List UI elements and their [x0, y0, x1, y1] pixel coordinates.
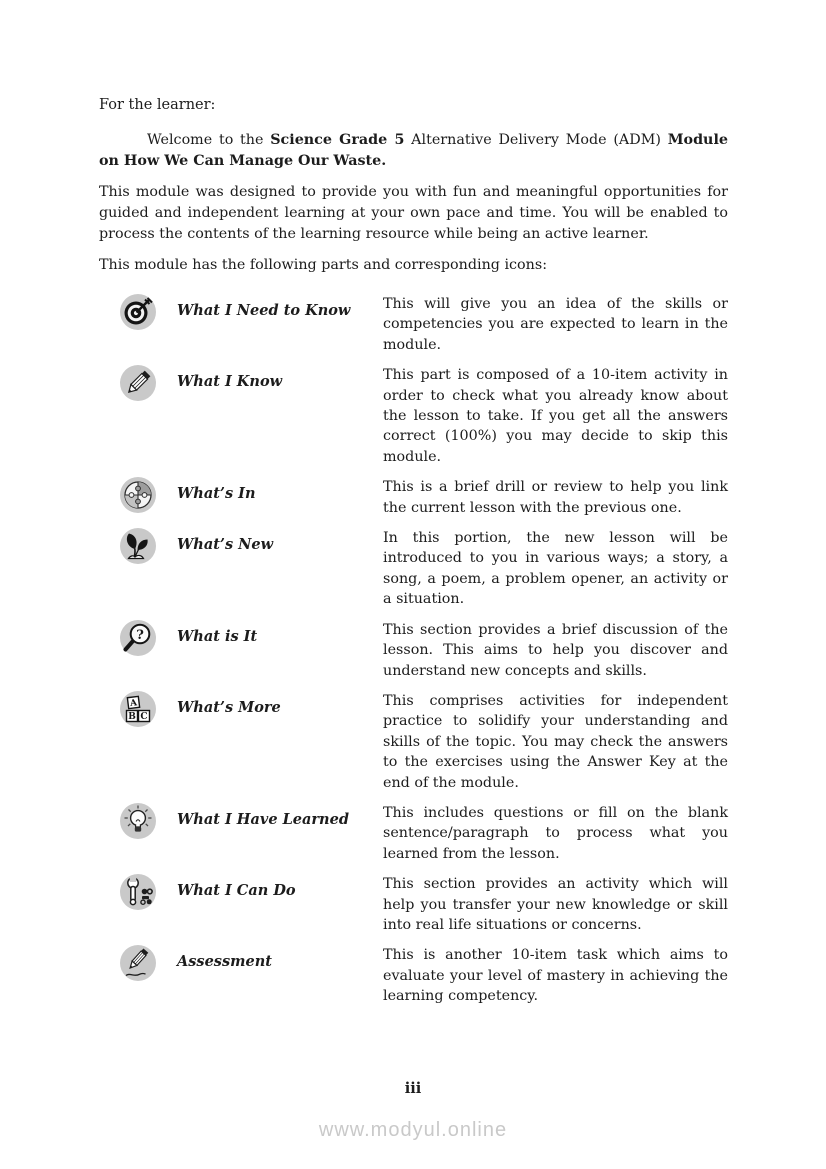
- guide-label: What I Know: [177, 373, 283, 391]
- guide-row-what-is-it: [120, 620, 728, 681]
- guide-desc: This section provides an activity which will help you transfer your new knowledge or skill into real life situations or concerns.: [383, 876, 728, 933]
- for-the-learner-heading: For the learner:: [99, 97, 216, 113]
- abc-blocks-icon: [120, 691, 156, 727]
- tools-icon: [120, 874, 156, 910]
- guide-desc: In this portion, the new lesson will be introduced to you in various ways; a story, a song, a poem, a problem opener, an activity or a situation.: [383, 530, 728, 608]
- guide-desc: This section provides a brief discussion of the lesson. This aims to help you discover and understand new concepts and skills.: [383, 621, 728, 679]
- guide-desc: This comprises activities for independent practice to solidify your understanding and skills of the topic. You may check the answers to the exercises using the Answer Key at the end of the module.: [383, 692, 728, 791]
- guide-desc: This is another 10-item task which aims to evaluate your level of mastery in achieving the learning competency.: [383, 947, 728, 1005]
- writing-pencil-icon: [120, 945, 156, 981]
- welcome-bold-subject: Science Grade 5: [270, 132, 405, 148]
- guide-desc: This part is composed of a 10-item activity in order to check what you already know about the lesson to take. If you get all the answers correct (100%) you may decide to skip this module.: [383, 367, 728, 465]
- guide-label: What’s In: [177, 485, 256, 503]
- svg-text:?: ?: [136, 627, 144, 643]
- module-parts-paragraph: This module has the following parts and corresponding icons:: [99, 257, 548, 273]
- icon-guide: [99, 294, 728, 1007]
- guide-label: What I Need to Know: [177, 302, 351, 319]
- guide-label: What is It: [177, 627, 258, 645]
- guide-label: What’s More: [177, 698, 281, 716]
- page-content: [99, 95, 728, 1017]
- guide-label: What’s New: [177, 536, 274, 554]
- page-number: iii: [404, 1080, 422, 1097]
- guide-row-what-i-have-learned: [120, 803, 728, 864]
- plant-icon: [120, 528, 156, 564]
- guide-desc: This will give you an idea of the skills or competencies you are expected to learn in the module.: [383, 296, 728, 353]
- watermark-text: www.modyul.online: [318, 1119, 508, 1141]
- guide-row-what-i-know: [120, 365, 728, 467]
- guide-row-whats-new: [120, 528, 728, 610]
- guide-row-whats-in: [120, 477, 728, 518]
- lightbulb-icon: [120, 803, 156, 839]
- guide-desc: This includes questions or fill on the blank sentence/paragraph to process what you learned from the lesson.: [383, 804, 728, 862]
- puzzle-icon: [120, 477, 156, 513]
- module-design-paragraph: This module was designed to provide you with fun and meaningful opportunities for guided and independent learning at your own pace and time. You will be enabled to process the contents of the learning resource while being an active learner.: [99, 184, 728, 242]
- guide-row-what-i-can-do: [120, 874, 728, 935]
- target-icon: [120, 294, 156, 330]
- guide-label: Assessment: [177, 953, 272, 971]
- svg-text:A: A: [129, 698, 138, 709]
- guide-label: What I Can Do: [177, 882, 296, 900]
- guide-row-whats-more: [120, 691, 728, 793]
- welcome-text-1: Welcome to the: [147, 132, 271, 148]
- magnifier-question-icon: [120, 620, 156, 656]
- welcome-bold-module-title: Module on How We Can Manage Our Waste.: [99, 132, 728, 169]
- welcome-text-2: Alternative Delivery Mode (ADM): [404, 132, 668, 148]
- welcome-paragraph: [99, 130, 728, 172]
- guide-desc: This is a brief drill or review to help you link the current lesson with the previous one.: [383, 479, 728, 516]
- pencil-icon: [120, 365, 156, 401]
- svg-text:B: B: [128, 712, 136, 723]
- guide-row-assessment: [120, 945, 728, 1006]
- svg-text:C: C: [140, 712, 148, 723]
- guide-row-what-i-need-to-know: [120, 294, 728, 355]
- guide-label: What I Have Learned: [177, 810, 349, 828]
